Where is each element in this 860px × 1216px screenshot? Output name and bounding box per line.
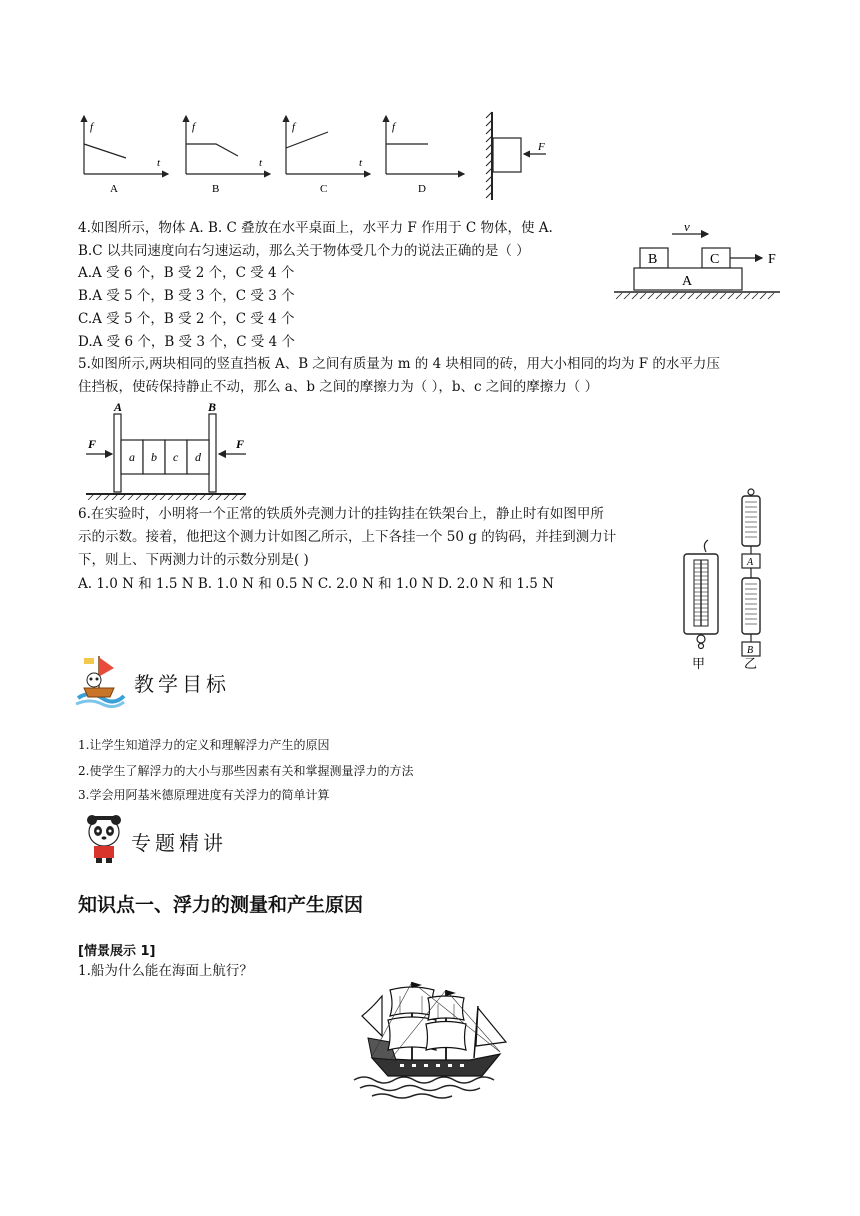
q4-line1: 4.如图所示，物体 A. B. C 叠放在水平桌面上，水平力 F 作用于 C 物体，使 A. bbox=[78, 220, 553, 236]
friction-graphs bbox=[70, 110, 570, 200]
q6-line1: 6.在实验时，小明将一个正常的铁质外壳测力计的挂钩挂在铁架台上，静止时有如图甲所 bbox=[78, 506, 604, 522]
graph-c bbox=[286, 116, 370, 195]
q4-option-b: B.A 受 5 个，B 受 3 个，C 受 3 个 bbox=[78, 288, 295, 304]
q4-fig-a: A bbox=[682, 274, 693, 289]
boat-mascot-icon bbox=[74, 652, 126, 708]
meter-jia bbox=[684, 540, 718, 671]
graph-a bbox=[84, 116, 168, 195]
meter-yi bbox=[742, 489, 760, 671]
goal-item-1: 1.让学生知道浮力的定义和理解浮力产生的原因 bbox=[78, 738, 330, 752]
graph-a-f: f bbox=[90, 121, 94, 133]
q5-f-right: F bbox=[236, 437, 245, 451]
graph-d-label: D bbox=[418, 183, 426, 195]
q5-f-left: F bbox=[88, 437, 97, 451]
graph-b-t: t bbox=[259, 157, 263, 169]
q4-option-d: D.A 受 6 个，B 受 3 个，C 受 4 个 bbox=[78, 334, 296, 350]
goal-item-3: 3.学会用阿基米德原理进度有关浮力的简单计算 bbox=[78, 788, 330, 802]
sailing-ship-image bbox=[350, 976, 520, 1102]
graph-b-label: B bbox=[212, 183, 220, 195]
wall-force-label: F bbox=[538, 141, 545, 153]
q5-line1: 5.如图所示,两块相同的竖直挡板 A、B 之间有质量为 m 的 4 块相同的砖，用大小相同的均为 F 的水平力压 bbox=[78, 356, 720, 372]
graph-c-t: t bbox=[359, 157, 363, 169]
q5-brick-d: d bbox=[195, 450, 201, 464]
scene-question: 1.船为什么能在海面上航行？ bbox=[78, 963, 253, 979]
q4-fig-v: v bbox=[684, 220, 690, 234]
q5-plate-b-label: B bbox=[208, 400, 217, 414]
q6-options: A. 1.0 N 和 1.5 N B. 1.0 N 和 0.5 N C. 2.0 N 和 1.0 N D. 2.0 N 和 1.5 N bbox=[78, 576, 554, 592]
q5-brick-b: b bbox=[151, 450, 157, 464]
graph-c-label: C bbox=[320, 183, 328, 195]
panda-mascot-icon bbox=[84, 814, 124, 864]
q4-line2: B.C 以共同速度向右匀速运动，那么关于物体受几个力的说法正确的是（ ） bbox=[78, 243, 530, 259]
q5-brick-a: a bbox=[129, 450, 135, 464]
q4-fig-b: B bbox=[648, 252, 658, 267]
q6-figure bbox=[676, 488, 776, 674]
graph-d-f: f bbox=[392, 121, 396, 133]
q5-line2: 住挡板，使砖保持静止不动，那么 a、b 之间的摩擦力为（ ），b、c 之间的摩擦力（ ） bbox=[78, 379, 599, 395]
q6-line3: 下，则上、下两测力计的示数分别是( ) bbox=[78, 552, 309, 568]
q4-figure bbox=[612, 220, 792, 300]
q5-plate-a-label: A bbox=[114, 400, 123, 414]
meter-jia-label: 甲 bbox=[692, 656, 706, 671]
graph-b-f: f bbox=[192, 121, 196, 133]
graph-d bbox=[386, 116, 464, 195]
graph-a-label: A bbox=[110, 183, 118, 195]
wall-block-figure bbox=[486, 112, 546, 200]
meter-yi-label: 乙 bbox=[744, 656, 758, 671]
q5-brick-c: c bbox=[173, 450, 179, 464]
kp1-title: 知识点一、浮力的测量和产生原因 bbox=[78, 894, 364, 916]
q6-line2: 示的示数。接着，他把这个测力计如图乙所示，上下各挂一个 50 g 的钩码，并挂到测力计 bbox=[78, 529, 617, 545]
scene-label: [情景展示 1] bbox=[78, 944, 156, 959]
q4-option-c: C.A 受 5 个，B 受 2 个，C 受 4 个 bbox=[78, 311, 295, 327]
q4-fig-f: F bbox=[768, 252, 776, 267]
graph-a-t: t bbox=[157, 157, 161, 169]
goals-title: 教学目标 bbox=[134, 672, 230, 696]
topic-title: 专题精讲 bbox=[131, 831, 227, 855]
q4-option-a: A.A 受 6 个，B 受 2 个，C 受 4 个 bbox=[78, 265, 295, 281]
graph-b bbox=[186, 116, 270, 195]
graph-c-f: f bbox=[292, 121, 296, 133]
meter-yi-box-b: B bbox=[747, 645, 754, 656]
meter-yi-box-a: A bbox=[747, 557, 754, 568]
goal-item-2: 2.使学生了解浮力的大小与那些因素有关和掌握测量浮力的方法 bbox=[78, 764, 414, 778]
q4-fig-c: C bbox=[710, 252, 720, 267]
q5-figure bbox=[82, 398, 252, 500]
